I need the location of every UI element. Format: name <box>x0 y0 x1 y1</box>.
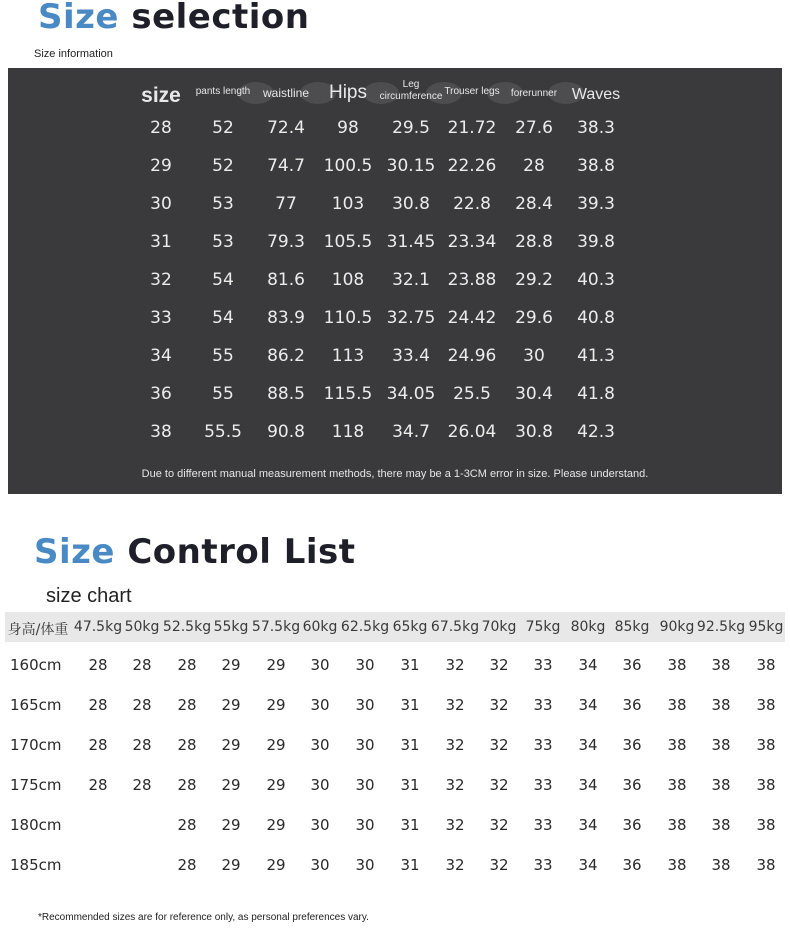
size-chart-cell: 29 <box>221 776 241 794</box>
measurement-cell: 105.5 <box>323 232 373 252</box>
height-label: 160cm <box>10 656 62 674</box>
weight-header: 52.5kg <box>162 619 212 635</box>
measurement-header: Hips <box>328 82 368 103</box>
height-label: 175cm <box>10 776 62 794</box>
size-chart-cell: 38 <box>756 656 776 674</box>
measurement-cell: 118 <box>331 422 365 442</box>
size-chart-cell: 28 <box>177 856 197 874</box>
title-accent: Size <box>38 0 119 37</box>
weight-header: 92.5kg <box>696 619 746 635</box>
height-label: 185cm <box>10 856 62 874</box>
size-chart-cell: 32 <box>445 656 465 674</box>
measurement-cell: 32.75 <box>386 308 436 328</box>
measurement-cell: 25.5 <box>453 384 491 404</box>
size-chart-cell: 38 <box>667 736 687 754</box>
size-chart-cell: 34 <box>578 776 598 794</box>
size-information-label: Size information <box>34 48 113 60</box>
size-chart-cell: 32 <box>445 816 465 834</box>
measurement-cell: 32.1 <box>392 270 430 290</box>
measurement-header: Waves <box>571 86 621 103</box>
measurement-cell: 90.8 <box>267 422 305 442</box>
measurement-cell: 33.4 <box>392 346 430 366</box>
size-chart-cell: 38 <box>711 696 731 714</box>
size-chart-cell: 38 <box>756 736 776 754</box>
size-chart-cell: 32 <box>445 776 465 794</box>
size-chart-cell: 33 <box>533 656 553 674</box>
size-chart-cell: 28 <box>88 736 108 754</box>
measurement-cell: 22.8 <box>453 194 491 214</box>
size-chart-cell: 36 <box>622 656 642 674</box>
measurement-cell: 110.5 <box>323 308 373 328</box>
size-control-list-title <box>34 532 356 572</box>
measurement-cell: 29.6 <box>515 308 553 328</box>
corner-label: 身高/体重 <box>7 622 69 638</box>
weight-header: 85kg <box>614 619 650 635</box>
measurement-cell: 33 <box>150 308 172 328</box>
size-chart-cell: 29 <box>221 736 241 754</box>
measurement-cell: 38.3 <box>577 118 615 138</box>
weight-header: 90kg <box>659 619 695 635</box>
weight-header: 60kg <box>302 619 338 635</box>
measurement-cell: 31.45 <box>386 232 436 252</box>
measurement-cell: 39.8 <box>577 232 615 252</box>
measurement-cell: 30 <box>523 346 545 366</box>
size-chart-cell: 30 <box>355 696 375 714</box>
measurement-note: Due to different manual measurement methods, there may be a 1-3CM error in size. Please understand. <box>141 468 649 480</box>
measurement-cell: 28.4 <box>515 194 553 214</box>
size-chart-cell: 38 <box>711 736 731 754</box>
measurement-cell: 28 <box>150 118 172 138</box>
size-chart-cell: 34 <box>578 656 598 674</box>
size-chart-cell: 38 <box>711 816 731 834</box>
measurement-cell: 53 <box>212 232 234 252</box>
size-chart-cell: 34 <box>578 696 598 714</box>
size-chart-cell: 28 <box>177 776 197 794</box>
height-label: 165cm <box>10 696 62 714</box>
measurement-cell: 79.3 <box>267 232 305 252</box>
size-chart-cell: 32 <box>445 696 465 714</box>
size-chart-cell: 38 <box>756 696 776 714</box>
measurement-cell: 39.3 <box>577 194 615 214</box>
size-chart-cell: 32 <box>489 696 509 714</box>
size-chart-cell: 31 <box>400 656 420 674</box>
size-chart-cell: 38 <box>667 816 687 834</box>
size-chart-cell: 33 <box>533 776 553 794</box>
measurement-cell: 55 <box>212 346 234 366</box>
measurement-cell: 27.6 <box>515 118 553 138</box>
measurement-cell: 21.72 <box>447 118 497 138</box>
size-chart-cell: 30 <box>355 656 375 674</box>
size-chart-cell: 29 <box>266 856 286 874</box>
measurement-cell: 52 <box>212 118 234 138</box>
size-chart-cell: 30 <box>310 816 330 834</box>
weight-header: 47.5kg <box>73 619 123 635</box>
measurement-cell: 52 <box>212 156 234 176</box>
size-chart-cell: 30 <box>355 736 375 754</box>
measurement-cell: 30.8 <box>515 422 553 442</box>
size-chart-cell: 30 <box>355 776 375 794</box>
measurement-cell: 28.8 <box>515 232 553 252</box>
size-chart-cell: 38 <box>756 816 776 834</box>
measurement-cell: 115.5 <box>323 384 373 404</box>
size-chart-label: size chart <box>46 585 132 607</box>
size-chart-cell: 29 <box>266 656 286 674</box>
size-chart-cell: 33 <box>533 856 553 874</box>
size-chart-cell: 36 <box>622 776 642 794</box>
size-chart-cell: 28 <box>88 696 108 714</box>
size-chart-cell: 28 <box>132 656 152 674</box>
measurement-cell: 34.7 <box>392 422 430 442</box>
size-chart-cell: 38 <box>667 696 687 714</box>
size-chart-cell: 38 <box>667 656 687 674</box>
weight-header: 50kg <box>124 619 160 635</box>
size-chart-cell: 31 <box>400 736 420 754</box>
measurement-cell: 54 <box>212 308 234 328</box>
size-chart-cell: 31 <box>400 696 420 714</box>
height-label: 180cm <box>10 816 62 834</box>
measurement-cell: 23.88 <box>447 270 497 290</box>
measurement-header: Trouser legs <box>444 86 500 97</box>
size-chart-cell: 30 <box>310 736 330 754</box>
title-accent: Size <box>34 532 115 572</box>
weight-header: 80kg <box>570 619 606 635</box>
measurement-cell: 113 <box>331 346 365 366</box>
measurement-header: forerunner <box>510 88 558 99</box>
size-chart-cell: 38 <box>667 856 687 874</box>
measurement-cell: 30.8 <box>392 194 430 214</box>
size-chart-cell: 38 <box>756 776 776 794</box>
size-chart-cell: 29 <box>221 816 241 834</box>
size-chart-cell: 38 <box>711 856 731 874</box>
size-chart-cell: 32 <box>445 736 465 754</box>
size-chart-cell: 28 <box>177 656 197 674</box>
height-label: 170cm <box>10 736 62 754</box>
size-chart-cell: 30 <box>310 696 330 714</box>
weight-header: 57.5kg <box>251 619 301 635</box>
size-chart-cell: 34 <box>578 856 598 874</box>
size-chart-cell: 28 <box>177 816 197 834</box>
weight-header: 70kg <box>481 619 517 635</box>
measurement-header: Leg circumference <box>379 79 443 102</box>
size-chart-cell: 36 <box>622 816 642 834</box>
size-chart-cell: 28 <box>132 736 152 754</box>
weight-header: 75kg <box>525 619 561 635</box>
size-chart-cell: 33 <box>533 696 553 714</box>
measurement-cell: 22.26 <box>447 156 497 176</box>
measurement-cell: 77 <box>275 194 297 214</box>
measurement-cell: 41.3 <box>577 346 615 366</box>
size-chart-cell: 30 <box>310 656 330 674</box>
measurement-cell: 40.3 <box>577 270 615 290</box>
measurement-cell: 34.05 <box>386 384 436 404</box>
size-chart-cell: 30 <box>355 856 375 874</box>
measurement-cell: 29 <box>150 156 172 176</box>
size-chart-cell: 38 <box>756 856 776 874</box>
measurement-cell: 86.2 <box>267 346 305 366</box>
measurement-cell: 24.42 <box>447 308 497 328</box>
size-chart-cell: 36 <box>622 696 642 714</box>
measurement-cell: 54 <box>212 270 234 290</box>
measurement-header: size <box>141 84 181 107</box>
size-chart-cell: 36 <box>622 856 642 874</box>
measurement-cell: 53 <box>212 194 234 214</box>
measurement-cell: 100.5 <box>323 156 373 176</box>
size-chart-cell: 36 <box>622 736 642 754</box>
size-chart-cell: 38 <box>711 656 731 674</box>
measurement-cell: 55 <box>212 384 234 404</box>
size-chart-cell: 29 <box>221 696 241 714</box>
measurement-cell: 29.5 <box>392 118 430 138</box>
weight-header: 55kg <box>213 619 249 635</box>
measurement-cell: 38 <box>150 422 172 442</box>
measurement-cell: 26.04 <box>447 422 497 442</box>
size-chart-cell: 31 <box>400 776 420 794</box>
size-chart-cell: 29 <box>266 696 286 714</box>
measurement-header: waistline <box>262 86 310 100</box>
size-chart-cell: 29 <box>266 816 286 834</box>
measurement-cell: 42.3 <box>577 422 615 442</box>
measurement-cell: 41.8 <box>577 384 615 404</box>
size-chart-cell: 30 <box>310 856 330 874</box>
measurement-cell: 103 <box>331 194 365 214</box>
size-chart-cell: 38 <box>667 776 687 794</box>
size-chart-cell: 28 <box>132 696 152 714</box>
weight-header: 67.5kg <box>430 619 480 635</box>
measurement-cell: 98 <box>337 118 359 138</box>
size-chart-cell: 32 <box>489 736 509 754</box>
size-chart-cell: 28 <box>88 656 108 674</box>
size-chart-cell: 34 <box>578 736 598 754</box>
measurement-cell: 72.4 <box>267 118 305 138</box>
size-chart-cell: 32 <box>489 816 509 834</box>
weight-header: 62.5kg <box>340 619 390 635</box>
size-chart-cell: 30 <box>310 776 330 794</box>
size-chart-cell: 34 <box>578 816 598 834</box>
size-chart-cell: 32 <box>489 856 509 874</box>
size-chart-cell: 31 <box>400 816 420 834</box>
size-chart-cell: 29 <box>221 656 241 674</box>
measurement-cell: 31 <box>150 232 172 252</box>
measurement-cell: 30.15 <box>386 156 436 176</box>
size-chart-cell: 31 <box>400 856 420 874</box>
title-rest: selection <box>131 0 310 37</box>
size-chart-cell: 28 <box>88 776 108 794</box>
measurement-cell: 36 <box>150 384 172 404</box>
title-rest: Control List <box>127 532 356 572</box>
measurement-cell: 81.6 <box>267 270 305 290</box>
measurement-cell: 88.5 <box>267 384 305 404</box>
measurement-cell: 23.34 <box>447 232 497 252</box>
size-chart-cell: 32 <box>445 856 465 874</box>
measurement-cell: 29.2 <box>515 270 553 290</box>
size-chart-cell: 30 <box>355 816 375 834</box>
size-chart-cell: 29 <box>266 776 286 794</box>
size-chart-cell: 28 <box>177 696 197 714</box>
size-chart-cell: 28 <box>177 736 197 754</box>
recommendation-note: *Recommended sizes are for reference only, as personal preferences vary. <box>38 912 369 923</box>
measurement-cell: 32 <box>150 270 172 290</box>
measurement-cell: 24.96 <box>447 346 497 366</box>
measurement-cell: 34 <box>150 346 172 366</box>
measurement-cell: 40.8 <box>577 308 615 328</box>
weight-header: 95kg <box>748 619 784 635</box>
size-chart-cell: 29 <box>266 736 286 754</box>
size-chart-cell: 32 <box>489 776 509 794</box>
size-chart-cell: 28 <box>132 776 152 794</box>
measurement-cell: 74.7 <box>267 156 305 176</box>
size-chart-cell: 33 <box>533 816 553 834</box>
size-chart-cell: 32 <box>489 656 509 674</box>
size-chart-cell: 29 <box>221 856 241 874</box>
measurement-cell: 30 <box>150 194 172 214</box>
measurement-cell: 28 <box>523 156 545 176</box>
size-chart-cell: 38 <box>711 776 731 794</box>
measurement-cell: 108 <box>331 270 365 290</box>
measurement-header: pants length <box>195 86 251 97</box>
size-chart-cell: 33 <box>533 736 553 754</box>
measurement-cell: 30.4 <box>515 384 553 404</box>
measurement-cell: 83.9 <box>267 308 305 328</box>
measurement-cell: 38.8 <box>577 156 615 176</box>
weight-header: 65kg <box>392 619 428 635</box>
size-selection-title <box>38 0 309 37</box>
measurement-cell: 55.5 <box>204 422 242 442</box>
